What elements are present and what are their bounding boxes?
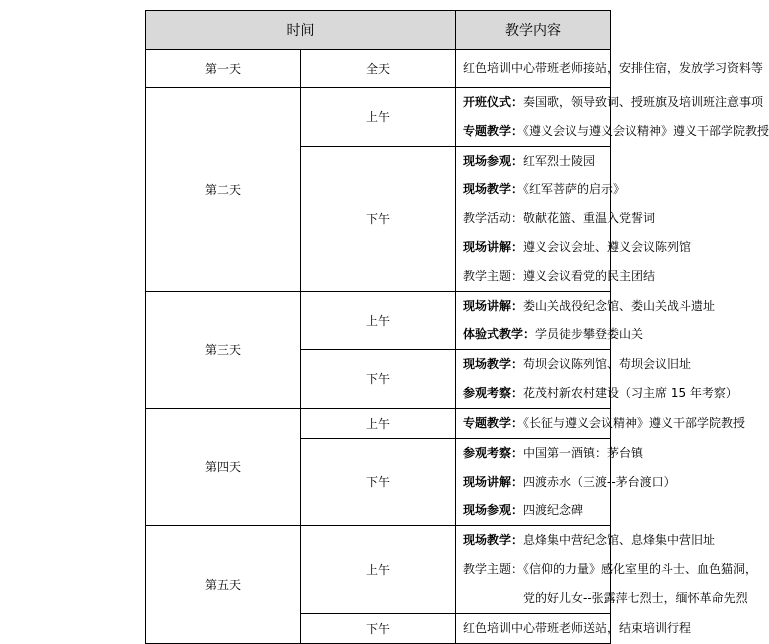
activity-text: 《遵义会议与遵义会议精神》遵义干部学院教授 <box>523 123 769 138</box>
content-cell <box>456 350 738 409</box>
activity-text: 《长征与遵义会议精神》遵义干部学院教授 <box>523 415 746 430</box>
activity-text: 红色培训中心带班老师送站，结束培训行程 <box>463 620 692 635</box>
activity-type: 开班仪式： <box>463 95 524 109</box>
day-label: 第二天 <box>146 88 301 292</box>
header-time: 时间 <box>146 11 456 50</box>
period-label: 全天 <box>301 50 456 88</box>
period-label: 下午 <box>301 613 456 643</box>
header-row <box>146 11 611 50</box>
schedule-body <box>146 50 769 644</box>
content-line <box>463 555 758 584</box>
content-cell <box>456 50 764 88</box>
header-content: 教学内容 <box>456 11 611 50</box>
content-cell <box>456 146 692 291</box>
period-label: 上午 <box>301 408 456 438</box>
activity-type: 现场参观： <box>463 153 524 168</box>
content-line <box>463 175 626 204</box>
activity-type: 现场教学： <box>463 533 524 548</box>
content-line <box>463 409 746 438</box>
activity-text: 中国第一酒镇：茅台镇 <box>523 445 644 460</box>
activity-type: 现场讲解： <box>463 239 524 254</box>
schedule-row <box>146 88 611 147</box>
content-line <box>463 320 644 349</box>
activity-text: 红色培训中心带班老师接站，安排住宿，发放学习资料等 <box>463 61 764 75</box>
activity-text: 学员徒步攀登娄山关 <box>535 327 644 342</box>
content-line <box>463 147 610 176</box>
schedule-table <box>145 10 769 644</box>
activity-text: 教学主题：遵义会议看党的民主团结 <box>463 268 656 283</box>
schedule-row <box>146 291 611 350</box>
activity-text: 教学活动：敬献花篮、重温入党誓词 <box>463 211 656 226</box>
activity-text: 花茂村新农村建设（习主席 15 年考察） <box>523 385 738 400</box>
period-label: 上午 <box>301 88 456 147</box>
content-cell <box>456 438 676 525</box>
activity-text: 息烽集中营纪念馆、息烽集中营旧址 <box>523 533 716 548</box>
day-label: 第一天 <box>146 50 301 88</box>
activity-type: 现场讲解： <box>463 474 524 489</box>
activity-text: 四渡纪念碑 <box>523 503 584 518</box>
activity-text: 苟坝会议陈列馆、苟坝会议旧址 <box>523 357 692 372</box>
schedule-row <box>146 408 611 438</box>
content-cell <box>456 613 692 643</box>
period-label: 上午 <box>301 526 456 613</box>
period-label: 下午 <box>301 146 456 291</box>
activity-text: 遵义会议会址、遵义会议陈列馆 <box>523 239 692 254</box>
content-line <box>463 496 610 525</box>
activity-type: 现场教学： <box>463 182 524 197</box>
activity-type: 专题教学： <box>463 415 524 430</box>
content-cell <box>456 408 746 438</box>
content-line <box>463 204 656 233</box>
content-cell <box>456 88 769 147</box>
activity-text: 红军烈士陵园 <box>523 153 596 168</box>
period-label: 下午 <box>301 438 456 525</box>
content-line <box>463 584 748 613</box>
activity-type: 参观考察： <box>463 385 524 400</box>
content-line <box>463 233 692 262</box>
activity-type: 体验式教学： <box>463 327 536 342</box>
content-cell <box>456 526 758 613</box>
day-label: 第四天 <box>146 408 301 525</box>
activity-type: 现场参观： <box>463 503 524 518</box>
content-line <box>463 54 764 83</box>
content-line <box>463 439 644 468</box>
content-cell <box>456 291 716 350</box>
day-label: 第五天 <box>146 526 301 643</box>
content-line <box>463 117 769 146</box>
content-line <box>463 526 716 555</box>
activity-type: 现场讲解： <box>463 298 524 313</box>
content-line <box>463 292 716 321</box>
content-line <box>463 379 738 408</box>
schedule-row <box>146 50 611 88</box>
activity-text: 《红军菩萨的启示》 <box>523 182 626 197</box>
activity-text: 教学主题：《信仰的力量》感化室里的斗士、血色猫洞， <box>463 561 758 576</box>
activity-text: 党的好儿女--张露萍七烈士，缅怀革命先烈 <box>463 590 748 605</box>
day-label: 第三天 <box>146 291 301 408</box>
content-line <box>463 262 656 291</box>
content-line <box>463 350 692 379</box>
activity-type: 现场教学： <box>463 357 524 372</box>
content-line <box>463 468 676 497</box>
activity-text: 四渡赤水（三渡--茅台渡口） <box>523 474 676 489</box>
activity-text: 奏国歌，领导致词、授班旗及培训班注意事项 <box>523 95 764 109</box>
period-label: 上午 <box>301 291 456 350</box>
activity-type: 参观考察： <box>463 445 524 460</box>
schedule-row <box>146 526 611 613</box>
activity-type: 专题教学： <box>463 123 524 138</box>
activity-text: 娄山关战役纪念馆、娄山关战斗遗址 <box>523 298 716 313</box>
content-line <box>463 614 692 643</box>
content-line <box>463 88 764 117</box>
period-label: 下午 <box>301 350 456 409</box>
